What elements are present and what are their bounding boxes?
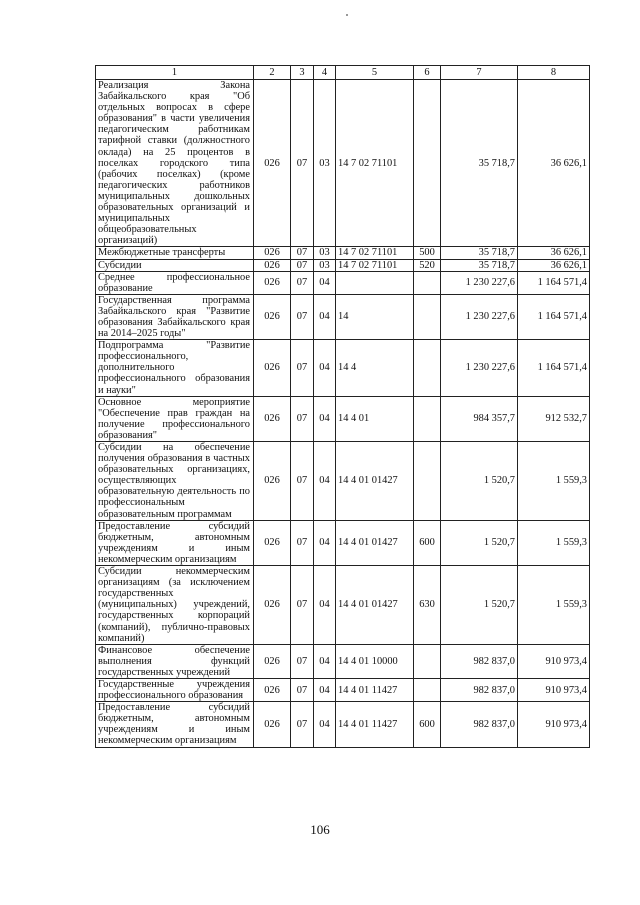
expense-type-cell: 520 — [414, 259, 441, 271]
target-article-cell: 14 4 01 10000 — [336, 644, 414, 678]
ministry-code-cell: 026 — [254, 247, 291, 259]
table-row — [96, 396, 590, 441]
row-name-cell: Подпрограмма "Развитие профессионального, дополнительного профессионального образования и науки" — [96, 340, 254, 396]
column-header: 6 — [414, 66, 441, 80]
subsection-code-cell: 03 — [314, 247, 336, 259]
section-code-cell: 07 — [291, 702, 314, 747]
section-code-cell: 07 — [291, 678, 314, 701]
section-code-cell: 07 — [291, 294, 314, 339]
section-code-cell: 07 — [291, 520, 314, 565]
amount-year1-cell: 1 520,7 — [441, 566, 518, 645]
subsection-code-cell: 04 — [314, 566, 336, 645]
table-row — [96, 294, 590, 339]
table-row — [96, 566, 590, 645]
table-row — [96, 702, 590, 747]
amount-year1-cell: 984 357,7 — [441, 396, 518, 441]
target-article-cell: 14 4 01 01427 — [336, 442, 414, 521]
target-article-cell: 14 4 01 — [336, 396, 414, 441]
amount-year2-cell: 1 164 571,4 — [518, 271, 590, 294]
subsection-code-cell: 04 — [314, 271, 336, 294]
subsection-code-cell: 03 — [314, 259, 336, 271]
subsection-code-cell: 04 — [314, 442, 336, 521]
column-header: 3 — [291, 66, 314, 80]
row-name-cell: Субсидии на обеспечение получения образования в частных образовательных организациях, осуществляющих образовательную деятельность по профессиональным образовательным программам — [96, 442, 254, 521]
amount-year2-cell: 910 973,4 — [518, 678, 590, 701]
ministry-code-cell: 026 — [254, 259, 291, 271]
expense-type-cell — [414, 396, 441, 441]
amount-year1-cell: 1 520,7 — [441, 442, 518, 521]
section-code-cell: 07 — [291, 340, 314, 396]
row-name-cell: Субсидии некоммерческим организациям (за исключением государственных (муниципальных) учреждений, государственных корпораций (компаний), публично-правовых компаний) — [96, 566, 254, 645]
row-name-cell: Государственные учреждения профессионального образования — [96, 678, 254, 701]
amount-year2-cell: 1 559,3 — [518, 442, 590, 521]
expense-type-cell — [414, 340, 441, 396]
row-name-cell: Государственная программа Забайкальского края "Развитие образования Забайкальского края на 2014–2025 годы" — [96, 294, 254, 339]
scan-speck — [346, 14, 348, 16]
table-row — [96, 678, 590, 701]
row-name-cell: Субсидии — [96, 259, 254, 271]
page-number: 106 — [310, 822, 330, 837]
amount-year2-cell: 910 973,4 — [518, 644, 590, 678]
expense-type-cell: 500 — [414, 247, 441, 259]
amount-year1-cell: 982 837,0 — [441, 702, 518, 747]
budget-table — [95, 65, 590, 748]
subsection-code-cell: 03 — [314, 80, 336, 247]
section-code-cell: 07 — [291, 80, 314, 247]
amount-year2-cell: 912 532,7 — [518, 396, 590, 441]
column-header: 2 — [254, 66, 291, 80]
amount-year2-cell: 1 559,3 — [518, 520, 590, 565]
amount-year2-cell: 36 626,1 — [518, 259, 590, 271]
subsection-code-cell: 04 — [314, 340, 336, 396]
target-article-cell — [336, 271, 414, 294]
table-row — [96, 340, 590, 396]
amount-year2-cell: 910 973,4 — [518, 702, 590, 747]
ministry-code-cell: 026 — [254, 80, 291, 247]
row-name-cell: Среднее профессиональное образование — [96, 271, 254, 294]
amount-year1-cell: 35 718,7 — [441, 259, 518, 271]
section-code-cell: 07 — [291, 644, 314, 678]
row-name-cell: Финансовое обеспечение выполнения функций государственных учреждений — [96, 644, 254, 678]
amount-year1-cell: 982 837,0 — [441, 678, 518, 701]
target-article-cell: 14 7 02 71101 — [336, 259, 414, 271]
target-article-cell: 14 7 02 71101 — [336, 247, 414, 259]
section-code-cell: 07 — [291, 259, 314, 271]
row-name-cell: Реализация Закона Забайкальского края "Об отдельных вопросах в сфере образования" в части увеличения педагогическим работникам тарифной ставки (должностного оклада) на 25 процентов в поселках городского типа (рабочих поселках) (кроме педагогических работников муниципальных дошкольных образовательных организаций и муниципальных общеобразовательных организаций) — [96, 80, 254, 247]
target-article-cell: 14 7 02 71101 — [336, 80, 414, 247]
target-article-cell: 14 4 01 11427 — [336, 702, 414, 747]
amount-year1-cell: 35 718,7 — [441, 247, 518, 259]
expense-type-cell — [414, 271, 441, 294]
expense-type-cell — [414, 678, 441, 701]
section-code-cell: 07 — [291, 442, 314, 521]
section-code-cell: 07 — [291, 566, 314, 645]
subsection-code-cell: 04 — [314, 396, 336, 441]
column-header: 4 — [314, 66, 336, 80]
target-article-cell: 14 — [336, 294, 414, 339]
amount-year1-cell: 1 230 227,6 — [441, 294, 518, 339]
ministry-code-cell: 026 — [254, 678, 291, 701]
subsection-code-cell: 04 — [314, 644, 336, 678]
column-header: 5 — [336, 66, 414, 80]
expense-type-cell: 600 — [414, 520, 441, 565]
amount-year1-cell: 1 230 227,6 — [441, 271, 518, 294]
section-code-cell: 07 — [291, 271, 314, 294]
ministry-code-cell: 026 — [254, 271, 291, 294]
amount-year2-cell: 1 164 571,4 — [518, 294, 590, 339]
expense-type-cell: 630 — [414, 566, 441, 645]
section-code-cell: 07 — [291, 396, 314, 441]
expense-type-cell — [414, 644, 441, 678]
amount-year1-cell: 982 837,0 — [441, 644, 518, 678]
amount-year2-cell: 36 626,1 — [518, 80, 590, 247]
amount-year1-cell: 1 520,7 — [441, 520, 518, 565]
table-row — [96, 520, 590, 565]
table-row — [96, 247, 590, 259]
ministry-code-cell: 026 — [254, 644, 291, 678]
ministry-code-cell: 026 — [254, 442, 291, 521]
row-name-cell: Межбюджетные трансферты — [96, 247, 254, 259]
row-name-cell: Основное мероприятие "Обеспечение прав граждан на получение профессионального образования" — [96, 396, 254, 441]
ministry-code-cell: 026 — [254, 702, 291, 747]
table-row — [96, 271, 590, 294]
section-code-cell: 07 — [291, 247, 314, 259]
amount-year2-cell: 1 559,3 — [518, 566, 590, 645]
expense-type-cell — [414, 442, 441, 521]
target-article-cell: 14 4 01 01427 — [336, 566, 414, 645]
ministry-code-cell: 026 — [254, 294, 291, 339]
ministry-code-cell: 026 — [254, 520, 291, 565]
table-row — [96, 442, 590, 521]
table-header-row — [96, 66, 590, 80]
target-article-cell: 14 4 — [336, 340, 414, 396]
table-row — [96, 80, 590, 247]
column-header: 1 — [96, 66, 254, 80]
amount-year2-cell: 36 626,1 — [518, 247, 590, 259]
amount-year1-cell: 1 230 227,6 — [441, 340, 518, 396]
target-article-cell: 14 4 01 11427 — [336, 678, 414, 701]
ministry-code-cell: 026 — [254, 566, 291, 645]
expense-type-cell — [414, 80, 441, 247]
ministry-code-cell: 026 — [254, 396, 291, 441]
subsection-code-cell: 04 — [314, 294, 336, 339]
target-article-cell: 14 4 01 01427 — [336, 520, 414, 565]
amount-year2-cell: 1 164 571,4 — [518, 340, 590, 396]
subsection-code-cell: 04 — [314, 678, 336, 701]
expense-type-cell — [414, 294, 441, 339]
column-header: 8 — [518, 66, 590, 80]
table-row — [96, 644, 590, 678]
expense-type-cell: 600 — [414, 702, 441, 747]
subsection-code-cell: 04 — [314, 520, 336, 565]
row-name-cell: Предоставление субсидий бюджетным, автономным учреждениям и иным некоммерческим организациям — [96, 702, 254, 747]
ministry-code-cell: 026 — [254, 340, 291, 396]
row-name-cell: Предоставление субсидий бюджетным, автономным учреждениям и иным некоммерческим организациям — [96, 520, 254, 565]
subsection-code-cell: 04 — [314, 702, 336, 747]
column-header: 7 — [441, 66, 518, 80]
table-row — [96, 259, 590, 271]
amount-year1-cell: 35 718,7 — [441, 80, 518, 247]
